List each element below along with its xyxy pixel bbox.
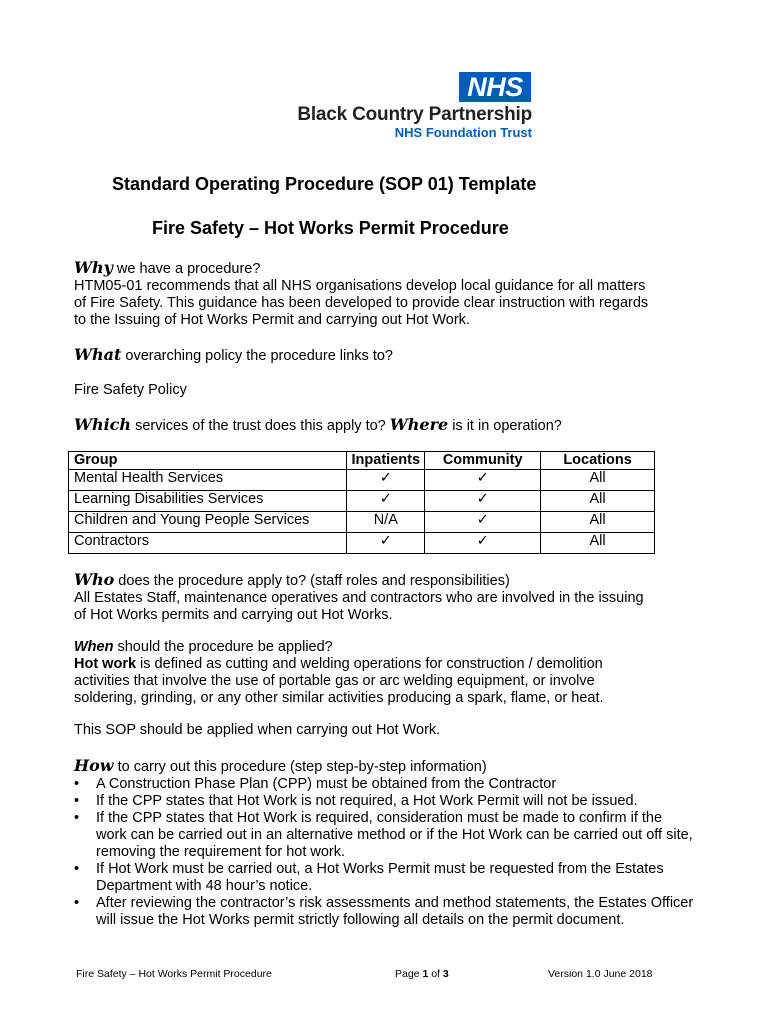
when-section: [74, 639, 714, 707]
footer-page-prefix: Page: [395, 968, 423, 980]
table-cell-community: ✓: [425, 470, 541, 491]
services-table: [68, 451, 655, 554]
list-item: [74, 776, 694, 793]
when-text-line: [74, 656, 714, 673]
table-row: [69, 533, 655, 554]
when-question: should the procedure be applied?: [113, 639, 333, 655]
when-heading: [74, 639, 714, 656]
document-subtitle: Fire Safety – Hot Works Permit Procedure: [152, 218, 509, 238]
table-cell-inpatients: ✓: [347, 491, 425, 512]
how-steps-list: [74, 776, 694, 929]
table-cell-locations: All: [541, 533, 655, 554]
table-cell-locations: All: [541, 470, 655, 491]
table-cell-community: ✓: [425, 533, 541, 554]
which-question: services of the trust does this apply to?: [131, 418, 390, 434]
footer-version: Version 1.0 June 2018: [548, 968, 653, 980]
table-cell-community: ✓: [425, 491, 541, 512]
how-question: to carry out this procedure (step step-by-step information): [113, 759, 487, 775]
bullet-icon: •: [74, 895, 80, 911]
step-text: If the CPP states that Hot Work is required, consideration must be made to confirm if the work can be carried out in an alternative method or if the Hot Work can be carried out off site, removing the requirement for hot work.: [96, 810, 693, 860]
table-cell-community: ✓: [425, 512, 541, 533]
step-text: After reviewing the contractor’s risk assessments and method statements, the Estates Officer will issue the Hot Works permit strictly following all details on the permit document.: [96, 895, 694, 928]
step-text: If Hot Work must be carried out, a Hot Works Permit must be requested from the Estates Department with 48 hour’s notice.: [96, 861, 664, 894]
why-key: Why: [74, 258, 113, 277]
step-text: If the CPP states that Hot Work is not required, a Hot Work Permit will not be issued.: [96, 793, 638, 809]
when-key: When: [74, 639, 114, 655]
table-cell-inpatients: N/A: [347, 512, 425, 533]
bullet-icon: •: [74, 810, 80, 826]
table-row: [69, 470, 655, 491]
why-question: we have a procedure?: [112, 261, 261, 277]
table-cell-group: Contractors: [69, 533, 347, 554]
nhs-logo-badge: NHS: [459, 72, 531, 102]
table-cell-group: Learning Disabilities Services: [69, 491, 347, 512]
where-key: Where: [389, 415, 449, 434]
when-text-line: soldering, grinding, or any other similar activities producing a spark, flame, or heat.: [74, 690, 604, 706]
footer-page-current: 1: [422, 968, 429, 980]
who-text-line: All Estates Staff, maintenance operatives and contractors who are involved in the issuing: [74, 590, 644, 606]
how-heading: [74, 757, 714, 776]
bullet-icon: •: [74, 861, 80, 877]
organisation-name: Black Country Partnership: [297, 104, 532, 125]
table-row: [69, 491, 655, 512]
what-answer: Fire Safety Policy: [74, 382, 187, 398]
footer-page-total: 3: [442, 968, 449, 980]
list-item: [74, 793, 694, 810]
table-cell-inpatients: ✓: [347, 470, 425, 491]
table-cell-inpatients: ✓: [347, 533, 425, 554]
how-key: How: [74, 756, 114, 775]
why-section: [74, 259, 714, 329]
why-heading: [74, 259, 714, 278]
which-key: Which: [74, 415, 132, 434]
who-question: does the procedure apply to? (staff roles and responsibilities): [114, 573, 510, 589]
bullet-icon: •: [74, 776, 80, 792]
sop-applied-line: This SOP should be applied when carrying out Hot Work.: [74, 722, 441, 738]
table-header-group: Group: [69, 452, 347, 470]
footer-page-number: [395, 968, 449, 980]
hot-work-term: Hot work: [74, 656, 137, 672]
table-cell-locations: All: [541, 512, 655, 533]
where-question: is it in operation?: [448, 418, 562, 434]
step-text: A Construction Phase Plan (CPP) must be obtained from the Contractor: [96, 776, 557, 792]
what-key: What: [74, 345, 122, 364]
table-row: [69, 512, 655, 533]
table-cell-group: Children and Young People Services: [69, 512, 347, 533]
table-header-locations: Locations: [541, 452, 655, 470]
list-item: [74, 861, 694, 895]
document-title: Standard Operating Procedure (SOP 01) Template: [112, 174, 537, 194]
why-text-line: of Fire Safety. This guidance has been developed to provide clear instruction with regards: [74, 295, 649, 311]
what-heading: [74, 346, 714, 365]
table-header-row: [69, 452, 655, 470]
footer-page-of: of: [428, 968, 443, 980]
when-text-line: activities that involve the use of portable gas or arc welding equipment, or involve: [74, 673, 595, 689]
why-text-line: HTM05-01 recommends that all NHS organisations develop local guidance for all matters: [74, 278, 646, 294]
organisation-subtitle: NHS Foundation Trust: [394, 125, 532, 140]
table-header-community: Community: [425, 452, 541, 470]
footer-title: Fire Safety – Hot Works Permit Procedure: [76, 968, 272, 980]
why-text-line: to the Issuing of Hot Works Permit and carrying out Hot Work.: [74, 312, 470, 328]
who-heading: [74, 571, 714, 590]
who-section: [74, 571, 714, 624]
table-cell-locations: All: [541, 491, 655, 512]
which-heading: [74, 416, 714, 435]
list-item: [74, 895, 694, 929]
what-question: overarching policy the procedure links to?: [121, 348, 393, 364]
who-text-line: of Hot Works permits and carrying out Hot Works.: [74, 607, 393, 623]
hot-work-definition: is defined as cutting and welding operations for construction / demolition: [136, 656, 603, 672]
who-key: Who: [74, 570, 115, 589]
table-header-inpatients: Inpatients: [347, 452, 425, 470]
table-cell-group: Mental Health Services: [69, 470, 347, 491]
list-item: [74, 810, 694, 861]
bullet-icon: •: [74, 793, 80, 809]
